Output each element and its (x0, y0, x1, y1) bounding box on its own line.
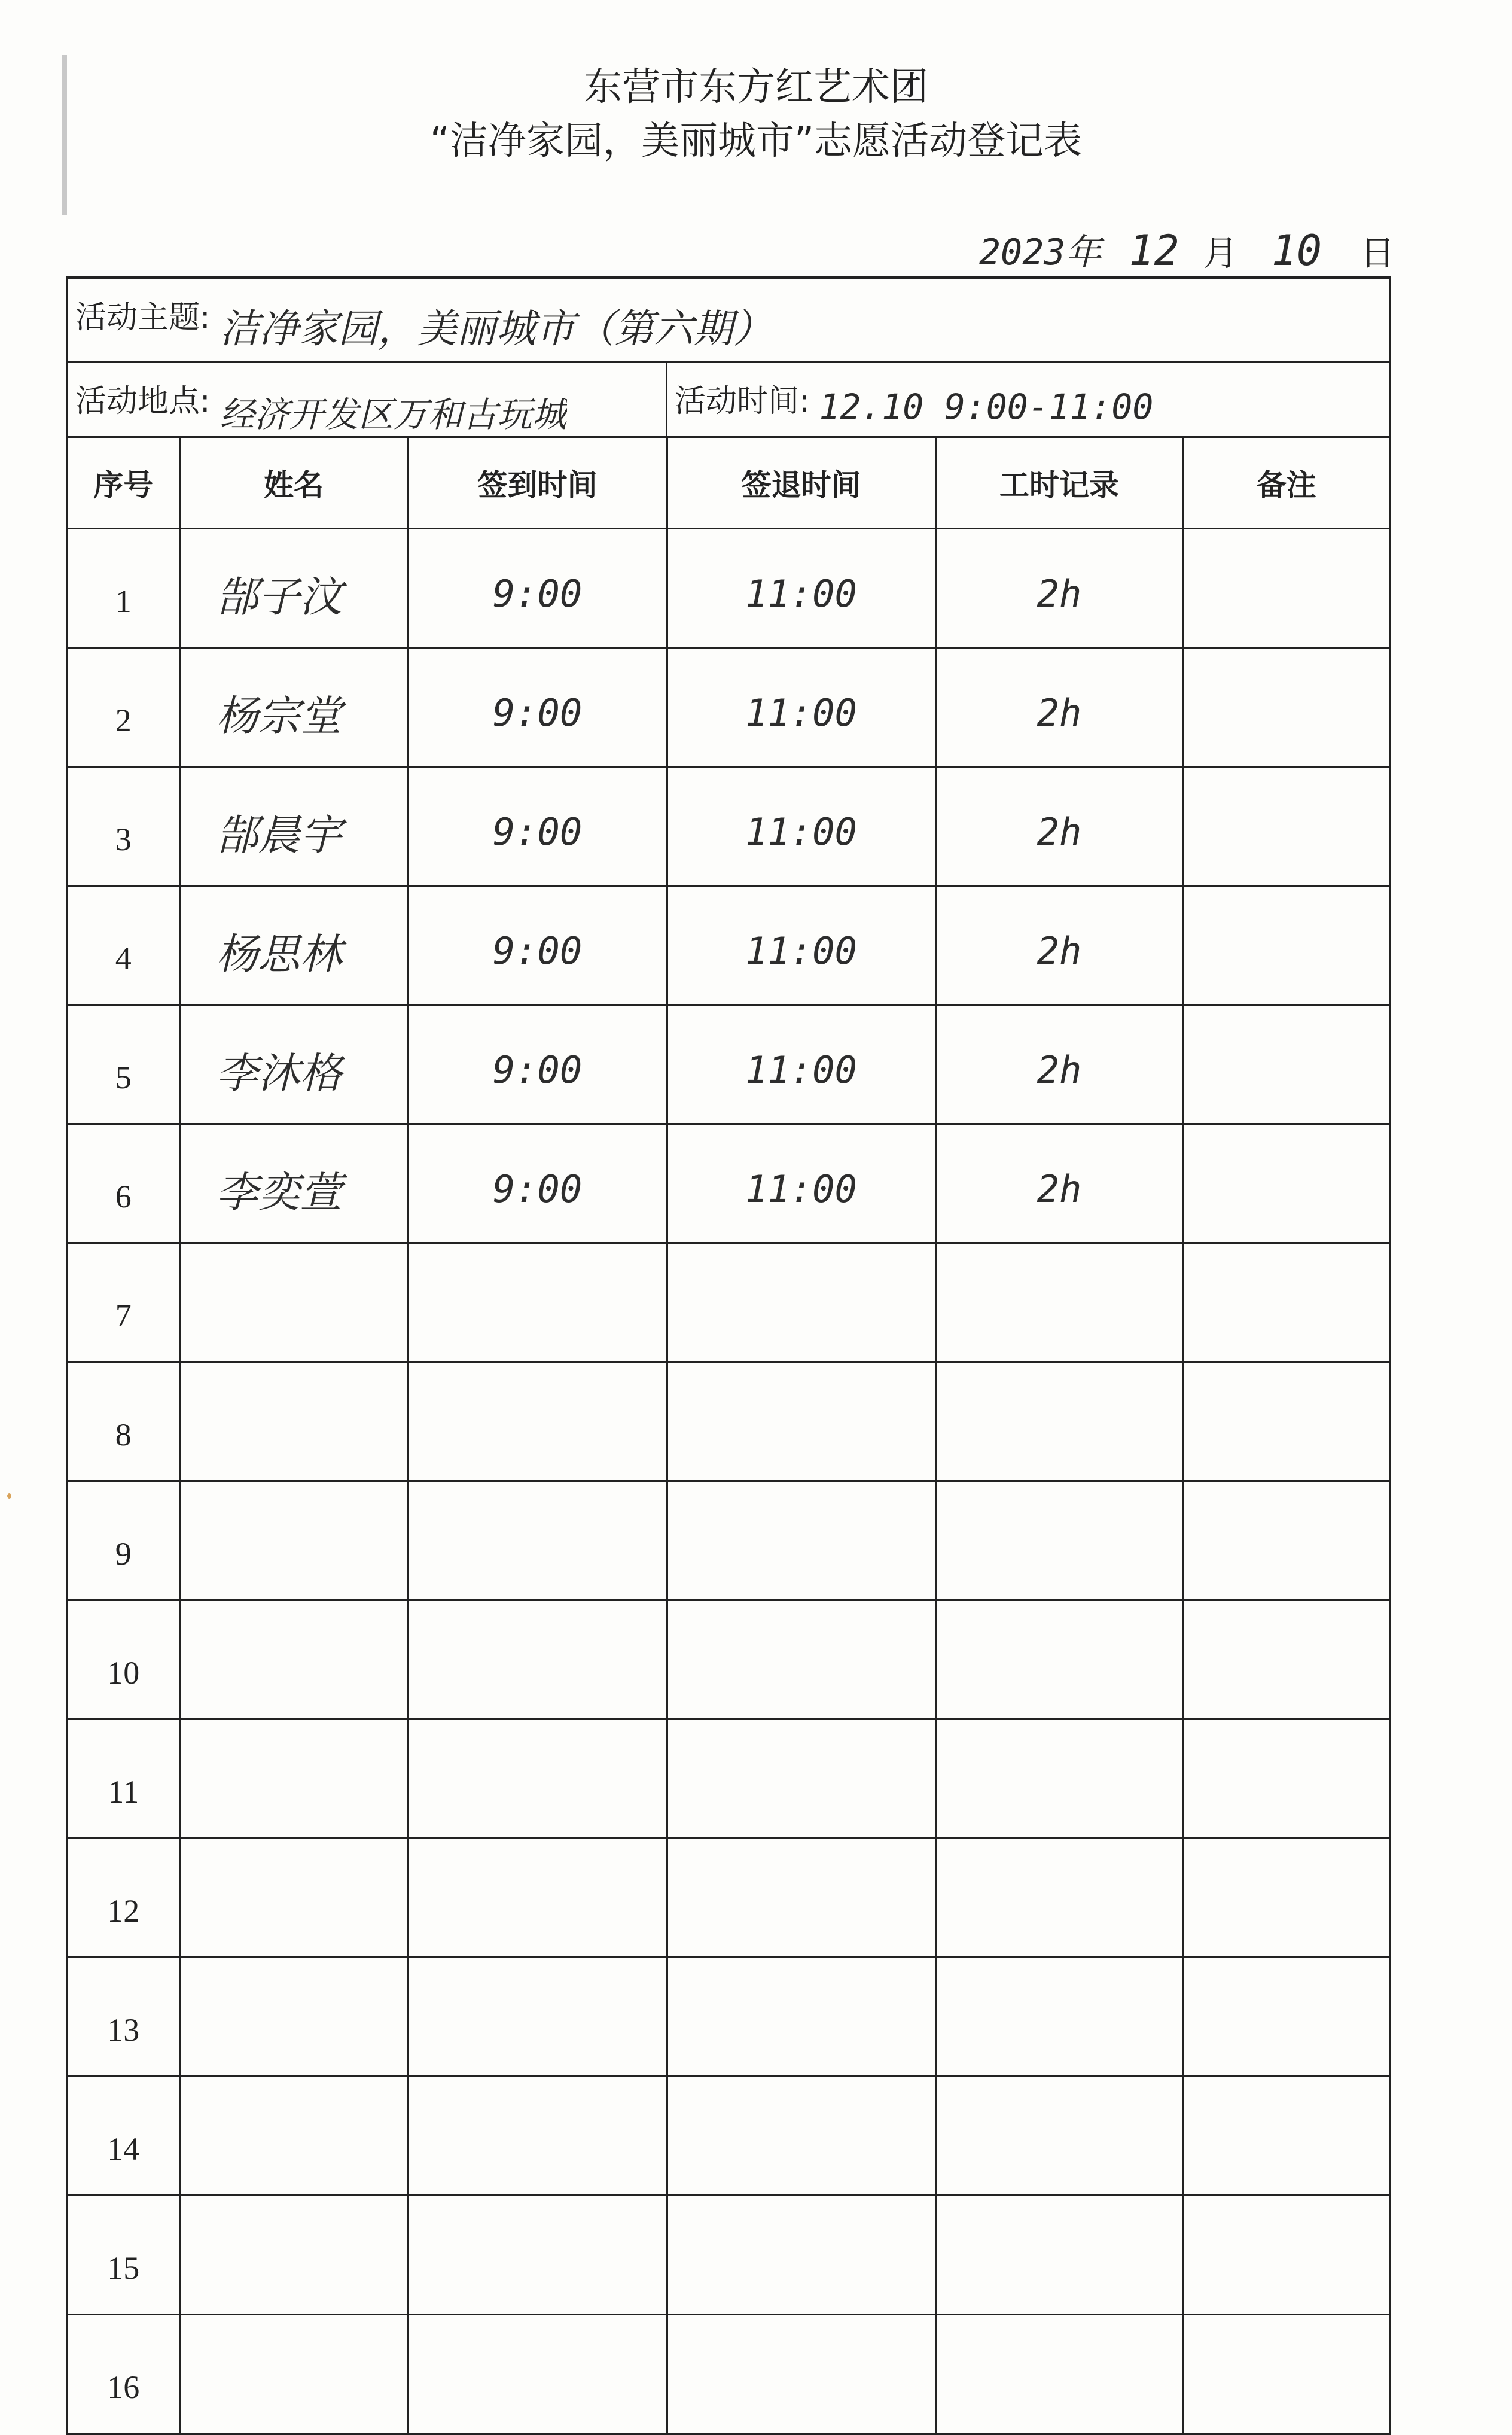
checkin-time: 9:00 (408, 529, 667, 648)
header-checkin: 签到时间 (408, 438, 667, 529)
note-cell (1183, 1839, 1389, 1958)
row-number: 6 (68, 1124, 179, 1243)
checkin-time (408, 2196, 667, 2315)
theme-row (68, 279, 1389, 363)
note-cell (1183, 1243, 1389, 1362)
table-row (68, 1005, 1389, 1124)
row-number: 14 (68, 2077, 179, 2196)
hours-record (935, 1481, 1183, 1600)
volunteer-name: 李沐格 (179, 1005, 408, 1124)
table-row (68, 767, 1389, 886)
hours-record (935, 2196, 1183, 2315)
checkout-time: 11:00 (667, 1005, 935, 1124)
table-row (68, 1362, 1389, 1481)
header-note: 备注 (1183, 438, 1389, 529)
checkout-time (667, 1243, 935, 1362)
registration-form (66, 276, 1391, 2435)
row-number: 4 (68, 886, 179, 1005)
hours-record (935, 2315, 1183, 2433)
volunteer-name (179, 2196, 408, 2315)
row-number: 13 (68, 1958, 179, 2077)
date-day-label: 日 (1359, 233, 1395, 273)
hours-record (935, 1958, 1183, 2077)
row-number: 3 (68, 767, 179, 886)
location-time-row (68, 363, 1389, 438)
volunteer-name (179, 1362, 408, 1481)
volunteer-name: 杨宗堂 (179, 648, 408, 767)
table-row (68, 1243, 1389, 1362)
note-cell (1183, 1958, 1389, 2077)
table-row (68, 2196, 1389, 2315)
hours-record (935, 1362, 1183, 1481)
volunteer-name (179, 2077, 408, 2196)
table-row (68, 1600, 1389, 1719)
row-number: 9 (68, 1481, 179, 1600)
row-number: 2 (68, 648, 179, 767)
row-number: 8 (68, 1362, 179, 1481)
hours-record (935, 1719, 1183, 1839)
checkout-time (667, 1958, 935, 2077)
volunteer-name (179, 1719, 408, 1839)
volunteer-name (179, 1839, 408, 1958)
table-row (68, 529, 1389, 648)
volunteer-name (179, 1243, 408, 1362)
date-day: 10 (1271, 226, 1322, 275)
checkin-time (408, 1600, 667, 1719)
checkout-time: 11:00 (667, 1124, 935, 1243)
row-number: 12 (68, 1839, 179, 1958)
checkin-time: 9:00 (408, 1005, 667, 1124)
header-checkout: 签退时间 (667, 438, 935, 529)
checkin-time (408, 1839, 667, 1958)
volunteer-name: 郜子汶 (179, 529, 408, 648)
header-hours: 工时记录 (935, 438, 1183, 529)
date-month-label: 月 (1203, 233, 1238, 273)
table-row (68, 2077, 1389, 2196)
time-value: 12.10 9:00-11:00 (819, 386, 1154, 427)
checkin-time (408, 1958, 667, 2077)
row-number: 11 (68, 1719, 179, 1839)
note-cell (1183, 886, 1389, 1005)
note-cell (1183, 1481, 1389, 1600)
volunteer-name (179, 1481, 408, 1600)
checkout-time: 11:00 (667, 767, 935, 886)
row-number: 15 (68, 2196, 179, 2315)
checkout-time (667, 2077, 935, 2196)
volunteer-name (179, 1958, 408, 2077)
note-cell (1183, 1719, 1389, 1839)
checkout-time (667, 2315, 935, 2433)
location-cell (68, 363, 667, 436)
table-row (68, 648, 1389, 767)
checkout-time: 11:00 (667, 529, 935, 648)
time-label: 活动时间: (675, 383, 810, 419)
checkin-time: 9:00 (408, 648, 667, 767)
org-title: 东营市东方红艺术团 (584, 65, 928, 109)
header-name: 姓名 (179, 438, 408, 529)
checkin-time (408, 1719, 667, 1839)
checkout-time (667, 1719, 935, 1839)
checkout-time: 11:00 (667, 648, 935, 767)
row-number: 7 (68, 1243, 179, 1362)
checkin-time: 9:00 (408, 886, 667, 1005)
table-row (68, 1124, 1389, 1243)
hours-record (935, 1243, 1183, 1362)
checkout-time (667, 2196, 935, 2315)
row-number: 16 (68, 2315, 179, 2433)
date-line (979, 215, 1395, 275)
row-number: 1 (68, 529, 179, 648)
volunteer-name: 李奕萱 (179, 1124, 408, 1243)
checkout-time (667, 1839, 935, 1958)
table-row (68, 1958, 1389, 2077)
table-row (68, 1719, 1389, 1839)
checkin-time (408, 1362, 667, 1481)
checkin-time (408, 1481, 667, 1600)
location-value: 经济开发区万和古玩城 (220, 394, 567, 435)
row-number: 5 (68, 1005, 179, 1124)
note-cell (1183, 1600, 1389, 1719)
volunteer-name: 郜晨宇 (179, 767, 408, 886)
form-title: “洁净家园，美丽城市”志愿活动登记表 (429, 119, 1083, 163)
hours-record: 2h (935, 648, 1183, 767)
date-year: 2023年 (978, 232, 1102, 273)
note-cell (1183, 1362, 1389, 1481)
location-label: 活动地点: (75, 383, 211, 419)
note-cell (1183, 648, 1389, 767)
checkout-time (667, 1600, 935, 1719)
hours-record: 2h (935, 1124, 1183, 1243)
checkin-time (408, 1243, 667, 1362)
hours-record: 2h (935, 767, 1183, 886)
table-row (68, 1839, 1389, 1958)
theme-value: 洁净家园，美丽城市（第六期） (220, 306, 773, 352)
theme-label: 活动主题: (75, 300, 211, 336)
checkin-time (408, 2315, 667, 2433)
table-header-row (68, 438, 1389, 529)
note-cell (1183, 2315, 1389, 2433)
table-row (68, 2315, 1389, 2433)
volunteer-name (179, 2315, 408, 2433)
paper-speck (7, 1493, 11, 1499)
volunteer-table (68, 438, 1389, 2433)
note-cell (1183, 529, 1389, 648)
checkin-time: 9:00 (408, 767, 667, 886)
checkin-time: 9:00 (408, 1124, 667, 1243)
note-cell (1183, 2077, 1389, 2196)
checkout-time (667, 1481, 935, 1600)
hours-record (935, 1839, 1183, 1958)
hours-record: 2h (935, 529, 1183, 648)
checkout-time: 11:00 (667, 886, 935, 1005)
hours-record (935, 2077, 1183, 2196)
table-row (68, 1481, 1389, 1600)
table-row (68, 886, 1389, 1005)
checkin-time (408, 2077, 667, 2196)
row-number: 10 (68, 1600, 179, 1719)
time-cell (667, 363, 1389, 436)
volunteer-name (179, 1600, 408, 1719)
note-cell (1183, 1005, 1389, 1124)
note-cell (1183, 1124, 1389, 1243)
hours-record: 2h (935, 1005, 1183, 1124)
checkout-time (667, 1362, 935, 1481)
date-month: 12 (1129, 226, 1179, 275)
note-cell (1183, 767, 1389, 886)
volunteer-name: 杨思林 (179, 886, 408, 1005)
hours-record (935, 1600, 1183, 1719)
header-no: 序号 (68, 438, 179, 529)
hours-record: 2h (935, 886, 1183, 1005)
note-cell (1183, 2196, 1389, 2315)
